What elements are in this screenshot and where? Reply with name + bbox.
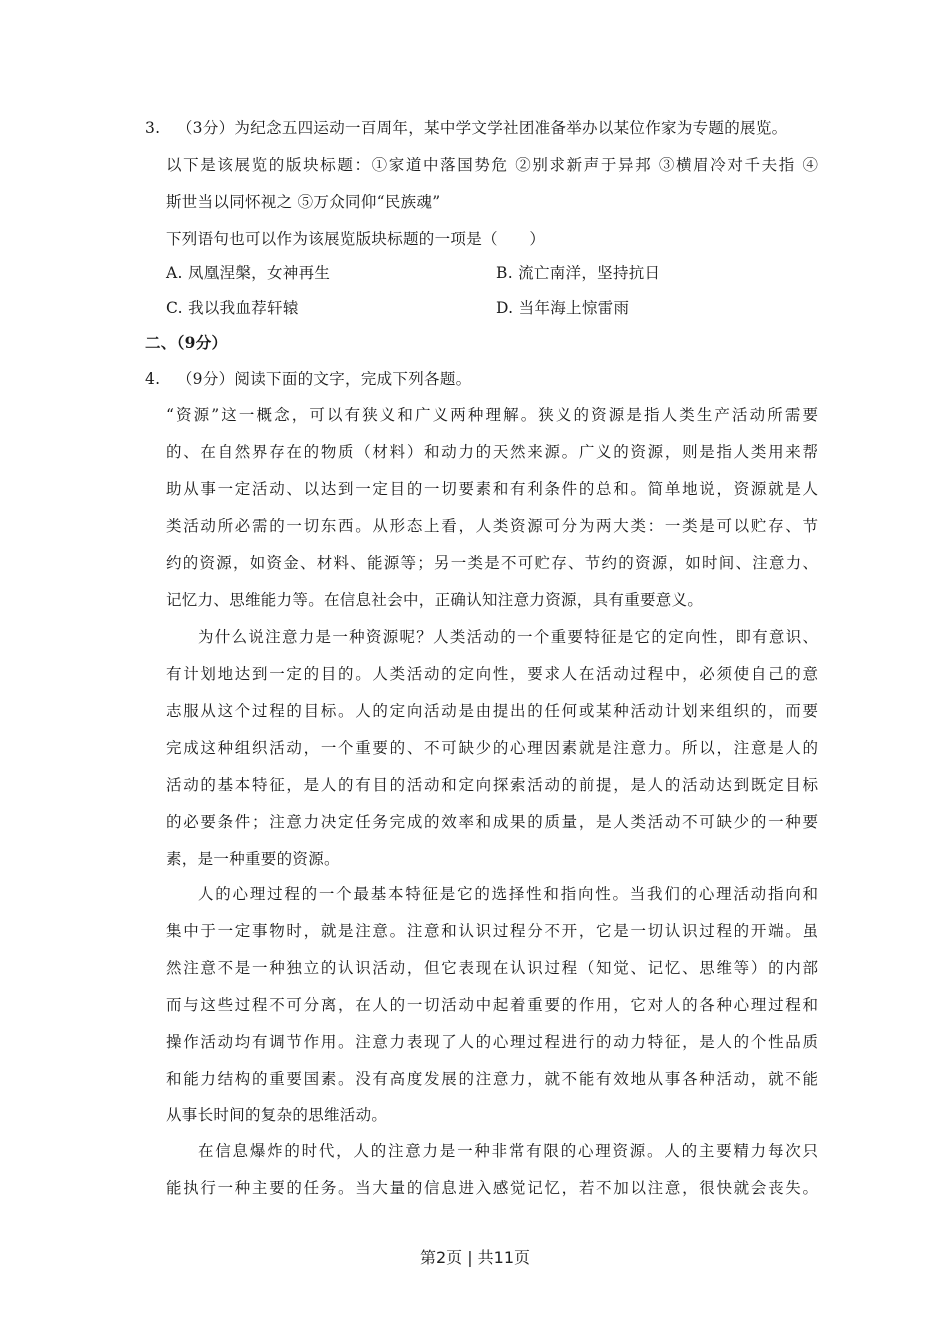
question-3-line-3: 斯世当以同怀视之 ⑤万众同仰“民族魂”: [166, 193, 441, 211]
option-label: B.: [496, 264, 513, 282]
option-text: 凤凰涅槃，女神再生: [187, 264, 331, 282]
page-indicator: 第2页 | 共11页: [419, 1248, 531, 1267]
question-text: 为纪念五四运动一百周年，某中学文学社团准备举办以某位作家为专题的展览。: [234, 119, 788, 137]
question-3-line-2: 以下是该展览的版块标题：①家道中落国势危 ②别求新声于异邦 ③横眉冷对千夫指 ④: [166, 156, 818, 174]
option-text: 流亡南洋，坚持抗日: [518, 264, 661, 282]
passage-p2-line-1: 为什么说注意力是一种资源呢？人类活动的一个重要特征是它的定向性，即有意识、: [198, 628, 818, 646]
question-score: （9分）: [176, 370, 235, 388]
passage-p4-line-2: 能执行一种主要的任务。当大量的信息进入感觉记忆，若不加以注意，很快就会丧失。: [166, 1179, 818, 1197]
passage-p1-line-2: 的、在自然界存在的物质（材料）和动力的天然来源。广义的资源，则是指人类用来帮: [166, 443, 818, 461]
passage-p3-line-6: 和能力结构的重要国素。没有高度发展的注意力，就不能有效地从事各种活动，就不能: [166, 1070, 818, 1088]
passage-p1-line-6: 记忆力、思维能力等。在信息社会中，正确认知注意力资源，具有重要意义。: [166, 591, 704, 609]
passage-p3-line-5: 操作活动均有调节作用。注意力表现了人的心理过程进行的动力特征，是人的个性品质: [166, 1033, 818, 1051]
passage-p3-line-4: 而与这些过程不可分离，在人的一切活动中起着重要的作用，它对人的各种心理过程和: [166, 996, 818, 1014]
option-label: D.: [496, 299, 514, 317]
option-c: [166, 298, 299, 318]
passage-p1-line-4: 类活动所必需的一切东西。从形态上看，人类资源可分为两大类：一类是可以贮存、节: [166, 517, 818, 535]
passage-p3-line-1: 人的心理过程的一个最基本特征是它的选择性和指向性。当我们的心理活动指向和: [198, 885, 818, 903]
option-b: [496, 263, 660, 283]
question-score: （3分）: [176, 119, 235, 137]
passage-p3-line-3: 然注意不是一种独立的认识活动，但它表现在认识过程（知觉、记忆、思维等）的内部: [166, 959, 818, 977]
question-number: 4.: [145, 370, 161, 388]
option-text: 我以我血荐轩辕: [188, 299, 299, 317]
option-d: [496, 298, 629, 318]
passage-p4-line-1: 在信息爆炸的时代，人的注意力是一种非常有限的心理资源。人的主要精力每次只: [198, 1142, 818, 1160]
passage-p2-line-7: 素，是一种重要的资源。: [166, 850, 340, 868]
passage-p2-line-2: 有计划地达到一定的目的。人类活动的定向性，要求人在活动过程中，必须使自己的意: [166, 665, 818, 683]
option-text: 当年海上惊雷雨: [518, 299, 630, 317]
passage-p2-line-4: 完成这种组织活动，一个重要的、不可缺少的心理因素就是注意力。所以，注意是人的: [166, 739, 818, 757]
option-a: [166, 263, 330, 283]
passage-p2-line-3: 志服从这个过程的目标。人的定向活动是由提出的任何或某种活动计划来组织的，而要: [166, 702, 818, 720]
option-label: A.: [166, 264, 183, 282]
passage-p1-line-1: “资源”这一概念，可以有狭义和广义两种理解。狭义的资源是指人类生产活动所需要: [166, 406, 818, 424]
passage-p2-line-5: 活动的基本特征，是人的有目的活动和定向探索活动的前提，是人的活动达到既定目标: [166, 776, 818, 794]
question-number: 3.: [145, 119, 161, 137]
passage-p3-line-2: 集中于一定事物时，就是注意。注意和认识过程分不开，它是一切认识过程的开端。虽: [166, 922, 818, 940]
passage-p2-line-6: 的必要条件；注意力决定任务完成的效率和成果的质量，是人类活动不可缺少的一种要: [166, 813, 818, 831]
question-3-stem: 下列语句也可以作为该展览版块标题的一项是（ ）: [166, 230, 546, 248]
passage-p1-line-3: 助从事一定活动、以达到一定目的一切要素和有利条件的总和。简单地说，资源就是人: [166, 480, 818, 498]
question-3-line-1: [145, 118, 787, 138]
option-label: C.: [166, 299, 183, 317]
section-heading: 二、（9分）: [145, 333, 228, 352]
passage-p1-line-5: 约的资源，如资金、材料、能源等；另一类是不可贮存、节约的资源，如时间、注意力、: [166, 554, 818, 572]
question-4-header: [145, 369, 471, 389]
question-prompt: 阅读下面的文字，完成下列各题。: [234, 370, 472, 388]
passage-p3-line-7: 从事长时间的复杂的思维活动。: [166, 1106, 388, 1124]
